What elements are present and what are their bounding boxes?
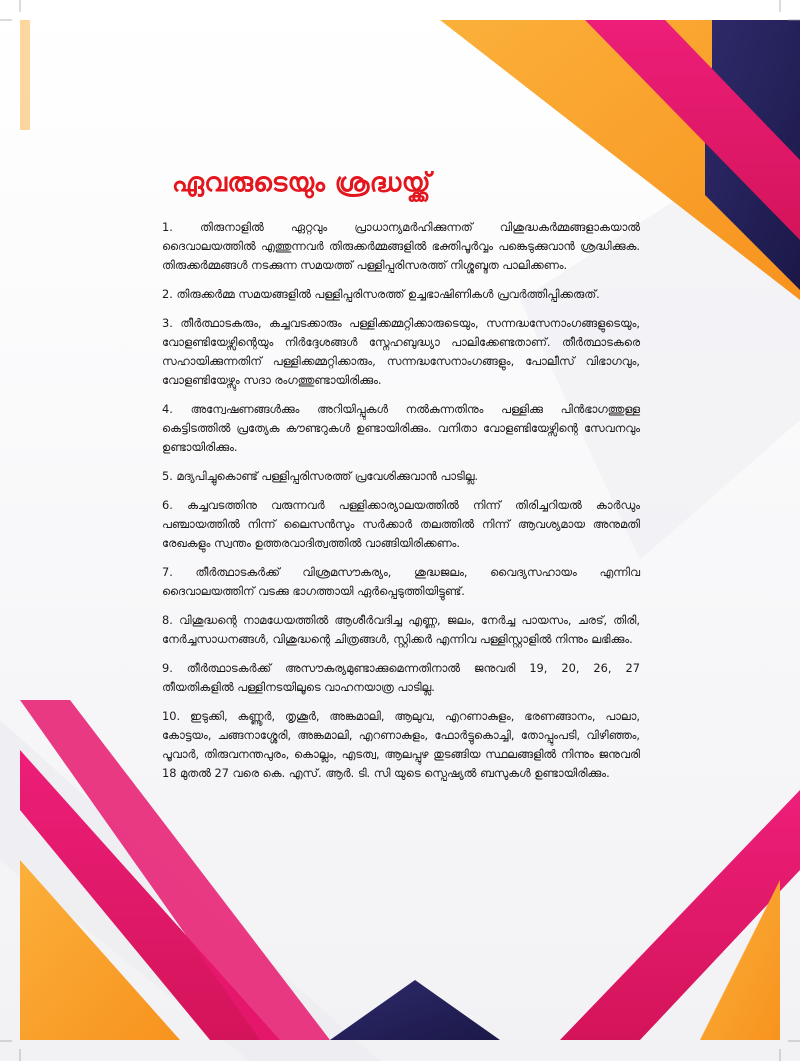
notice-item: 4. അന്വേഷണങ്ങൾക്കും അറിയിപ്പുകൾ നൽകുന്നതിനും പള്ളിക്കു പിൻഭാഗത്തുള്ള കെട്ടിടത്തിൽ പ്രത്യേക കൗണ്ടറുകൾ ഉണ്ടായിരിക്കും. വനിതാ വോളണ്ടിയേഴ്സിന്റെ സേവനവും ഉണ്ടായിരിക്കും. bbox=[162, 402, 640, 454]
notice-item: 10. ഇടുക്കി, കണ്ണൂർ, തൃശൂർ, അങ്കമാലി, ആലുവ, എറണാകുളം, ഭരണങ്ങാനം, പാലാ, കോട്ടയം, ചങ്ങനാശ്ശേരി, അങ്കമാലി, എറണാകുളം, ഫോർട്ടുകൊച്ചി, തോപ്പുംപടി, വിഴിഞ്ഞം, പൂവാർ, തിരുവനന്തപുരം, കൊല്ലം, എടത്വ, ആലപ്പുഴ തുടങ്ങിയ സ്ഥലങ്ങളിൽ നിന്നും ജനുവരി 18 മുതൽ 27 വരെ കെ. എസ്. ആർ. ടി. സി യുടെ സ്പെഷ്യൽ ബസുകൾ ഉണ്ടായിരിക്കും. bbox=[162, 709, 640, 780]
notice-item: 6. കച്ചവടത്തിനു വരുന്നവർ പള്ളിക്കാര്യാലയത്തിൽ നിന്ന് തിരിച്ചറിയൽ കാർഡും പഞ്ചായത്തിൽ നിന്ന് ലൈസൻസും സർക്കാർ തലത്തിൽ നിന്ന് ആവശ്യമായ അനുമതി രേഖകളും സ്വന്തം ഉത്തരവാദിത്വത്തിൽ വാങ്ങിയിരിക്കണം. bbox=[162, 498, 640, 550]
notice-item: 7. തീർത്ഥാടകർക്ക് വിശ്രമസൗകര്യം, ശുദ്ധജലം, വൈദ്യസഹായം എന്നിവ ദൈവാലയത്തിന് വടക്കു ഭാഗത്തായി ഏർപ്പെടുത്തിയിട്ടുണ്ട്. bbox=[162, 565, 640, 598]
notice-list bbox=[162, 218, 640, 793]
notice-item: 8. വിശുദ്ധന്റെ നാമധേയത്തിൽ ആശീർവദിച്ച എണ്ണ, ജലം, നേർച്ച പായസം, ചരട്, തിരി, നേർച്ചസാധനങ്ങൾ, വിശുദ്ധന്റെ ചിത്രങ്ങൾ, സ്റ്റിക്കർ എന്നിവ പള്ളിസ്റ്റാളിൽ നിന്നും ലഭിക്കും. bbox=[162, 613, 640, 646]
notice-title: ഏവരുടെയും ശ്രദ്ധയ്ക്ക് bbox=[172, 168, 431, 198]
notice-item: 3. തീർത്ഥാടകരും, കച്ചവടക്കാരും പള്ളിക്കമ്മറ്റിക്കാരുടെയും, സന്നദ്ധസേനാംഗങ്ങളുടെയും, വോളണ്ടിയേഴ്സിന്റെയും നിർദ്ദേശങ്ങൾ സ്നേഹബുദ്ധ്യാ പാലിക്കേണ്ടതാണ്. തീർത്ഥാടകരെ സഹായിക്കുന്നതിന് പള്ളിക്കമ്മറ്റിക്കാരും, സന്നദ്ധസേനാംഗങ്ങളും, പോലീസ് വിഭാഗവും, വോളണ്ടിയേഴ്സും സദാ രംഗത്തുണ്ടായിരിക്കും. bbox=[162, 316, 640, 387]
notice-item: 9. തീർത്ഥാടകർക്ക് അസൗകര്യമുണ്ടാക്കുമെന്നതിനാൽ ജനുവരി 19, 20, 26, 27 തീയതികളിൽ പള്ളിനടയിലൂടെ വാഹനയാത്ര പാടില്ല. bbox=[162, 661, 640, 694]
notice-item: 1. തിരുനാളിൽ ഏറ്റവും പ്രാധാന്യമർഹിക്കുന്നത് വിശുദ്ധകർമ്മങ്ങളാകയാൽ ദൈവാലയത്തിൽ എത്തുന്നവർ തിരുക്കർമ്മങ്ങളിൽ ഭക്തിപൂർവ്വം പങ്കെടുക്കുവാൻ ശ്രദ്ധിക്കുക. തിരുക്കർമ്മങ്ങൾ നടക്കുന്ന സമയത്ത് പള്ളിപ്പരിസരത്ത് നിശ്ശബ്ദത പാലിക്കണം. bbox=[162, 220, 640, 272]
notice-item: 5. മദ്യപിച്ചുകൊണ്ട് പള്ളിപ്പരിസരത്ത് പ്രവേശിക്കുവാൻ പാടില്ല. bbox=[162, 469, 479, 483]
notice-item: 2. തിരുക്കർമ്മ സമയങ്ങളിൽ പള്ളിപ്പരിസരത്ത് ഉച്ചഭാഷിണികൾ പ്രവർത്തിപ്പിക്കരുത്. bbox=[162, 287, 600, 301]
